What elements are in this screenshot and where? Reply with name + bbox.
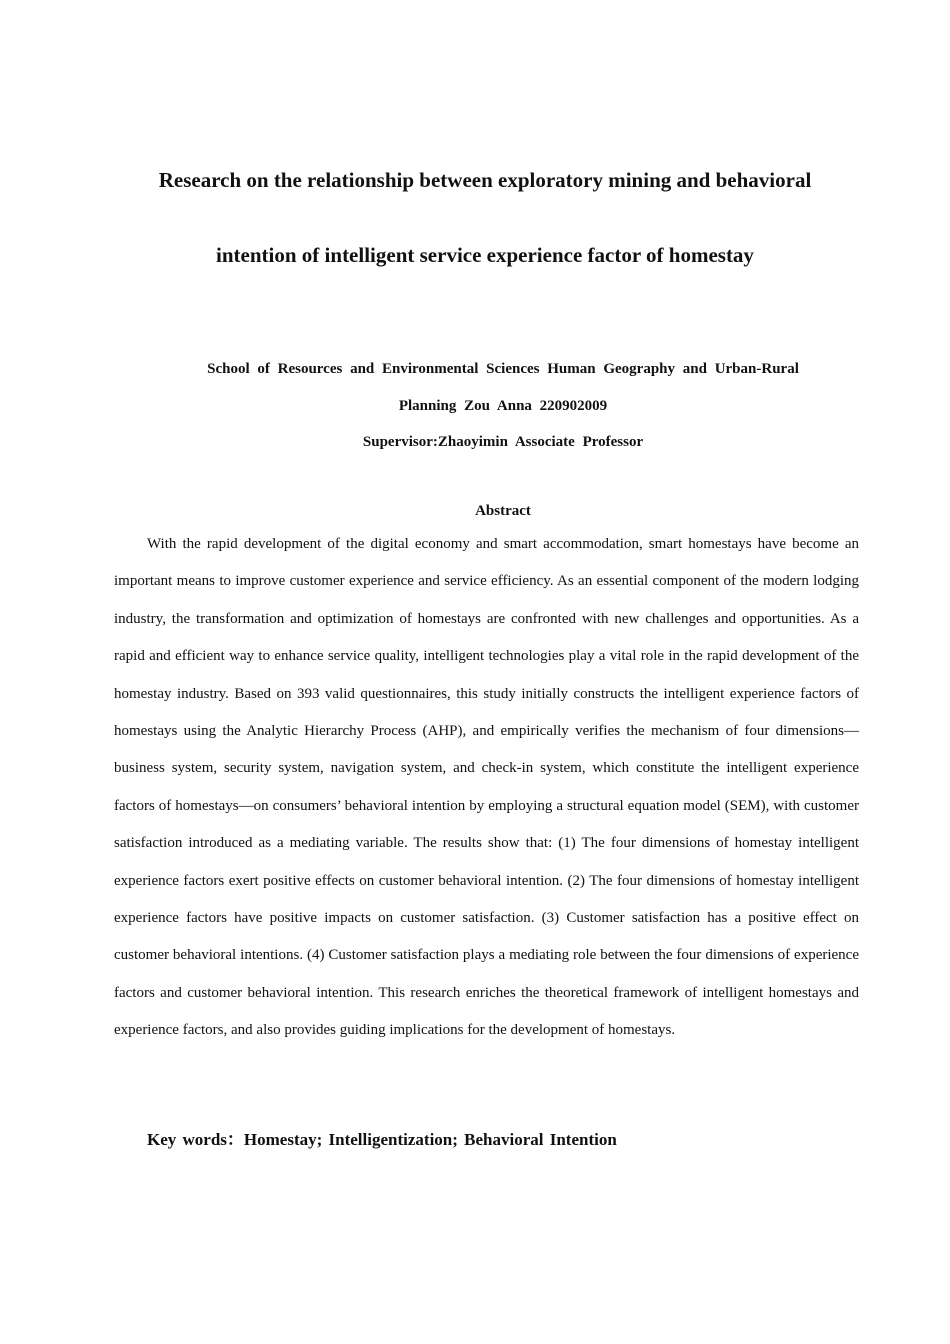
affiliation-line-2: Planning Zou Anna 220902009 xyxy=(398,398,608,414)
paper-title-line-2: intention of intelligent service experience factor of homestay xyxy=(216,243,754,267)
keywords-line: Key words：Homestay; Intelligentization; Behavioral Intention xyxy=(147,1130,617,1149)
affiliation-line-1: School of Resources and Environmental Sciences Human Geography and Urban-Rural xyxy=(207,361,799,377)
abstract-paragraph: With the rapid development of the digital economy and smart accommodation, smart homestays have become an important means to improve customer experience and service efficiency. As an essential component of the modern lodging industry, the transformation and optimization of homestays are confronted with new challenges and opportunities. As a rapid and efficient way to enhance service quality, intelligent technologies play a vital role in the rapid development of the homestay industry. Based on 393 valid questionnaires, this study initially constructs the intelligent experience factors of homestays using the Analytic Hierarchy Process (AHP), and empirically verifies the mechanism of four dimensions—business system, security system, navigation system, and check-in system, which constitute the intelligent experience factors of homestays—on consumers’ behavioral intention by employing a structural equation model (SEM), with customer satisfaction introduced as a mediating variable. The results show that: (1) The four dimensions of homestay intelligent experience factors exert positive effects on customer behavioral intention. (2) The four dimensions of homestay intelligent experience factors have positive impacts on customer satisfaction. (3) Customer satisfaction has a positive effect on customer behavioral intentions. (4) Customer satisfaction plays a mediating role between the four dimensions of experience factors and customer behavioral intention. This research enriches the theoretical framework of intelligent homestays and experience factors, and also provides guiding implications for the development of homestays. xyxy=(114,536,859,1039)
abstract-heading: Abstract xyxy=(475,503,531,519)
supervisor-line: Supervisor:Zhaoyimin Associate Professor xyxy=(362,434,644,450)
paper-title-line-1: Research on the relationship between exploratory mining and behavioral xyxy=(158,168,812,192)
